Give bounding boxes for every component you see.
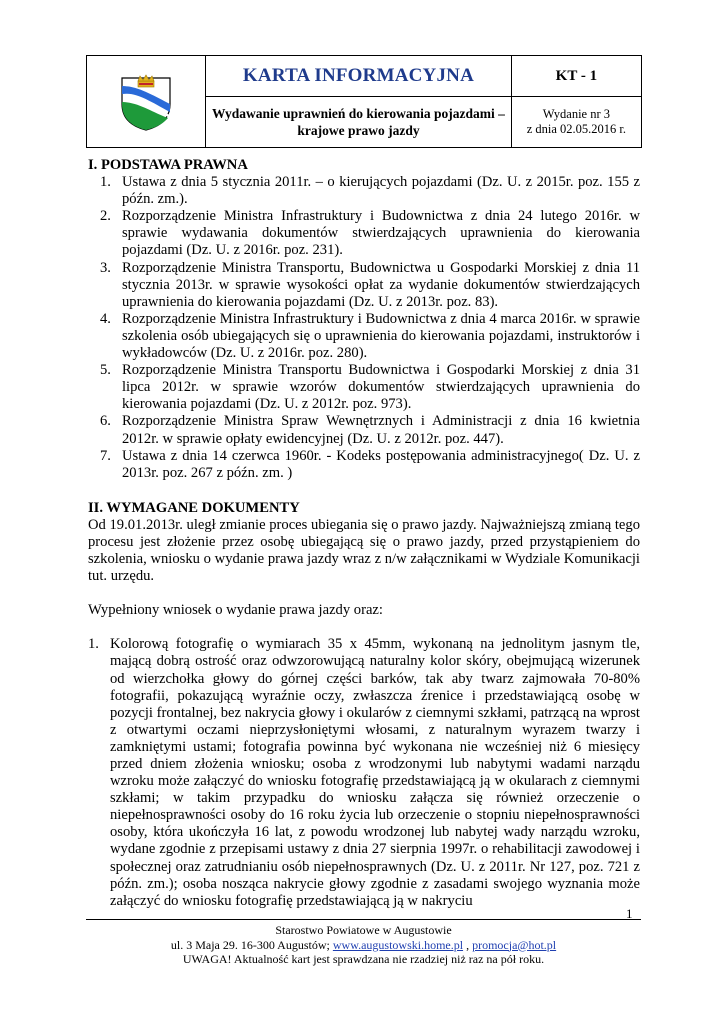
list-item: 7. Ustawa z dnia 14 czerwca 1960r. - Kodeks postępowania administracyjnego( Dz. U. z 2013r. poz. 267 z późn. zm. ) (100, 447, 640, 481)
list-item: 6. Rozporządzenie Ministra Spraw Wewnętrznych i Administracji z dnia 16 kwietnia 2012r. w sprawie opłaty ewidencyjnej (Dz. U. z 2012r. poz. 447). (100, 413, 640, 447)
edition-cell (511, 97, 641, 148)
footer-notice: UWAGA! Aktualność kart jest sprawdzana nie rzadziej niż raz na pół roku. (182, 952, 545, 966)
title-cell (206, 56, 512, 97)
document-body (88, 157, 640, 910)
footer-divider (86, 919, 641, 920)
section-heading-legal-basis: I. PODSTAWA PRAWNA (88, 157, 248, 173)
list-item: 3. Rozporządzenie Ministra Transportu, Budownictwa u Gospodarki Morskiej z dnia 11 stycznia 2013r. w sprawie wysokości opłat za wydanie dokumentów stwierdzających uprawnienia do kierowania pojazdami (Dz. U. z 2013r. poz. 83). (100, 259, 640, 310)
list-item: 4. Rozporządzenie Ministra Infrastruktury i Budownictwa z dnia 4 marca 2016r. w sprawie szkolenia osób ubiegających się o uprawnienia do kierowania pojazdami, instruktorów i wykładowców (Dz. U. z 2016r. poz. 280). (100, 310, 640, 362)
logo-cell (87, 56, 206, 148)
footer-contact-line (86, 938, 641, 953)
county-coat-of-arms-icon (118, 72, 174, 132)
footer-email-link[interactable]: promocja@hot.pl (472, 937, 557, 952)
subtitle-line-1: Wydawanie uprawnień do kierowania pojazdami – (212, 106, 505, 122)
list-item: 1. Kolorową fotografię o wymiarach 35 x 45mm, wykonaną na jednolitym jasnym tle, mającą dobrą ostrość oraz odwzorowującą naturalny kolor skóry, obejmującą wizerunek od wierzchołka głowy do górnej części barków, tak aby twarz zajmowała 70-80% fotografii, pokazującą wyraźnie oczy, zwłaszcza źrenice i przedstawiającą osobę w pozycji frontalnej, bez nakrycia głowy i okularów z ciemnymi szkłami, patrzącą na wprost z otwartymi oczami nieprzysłoniętymi włosami, z naturalnym wyrazem twarzy i zamkniętymi ustami; fotografia powinna być wykonana nie wcześniej niż 6 miesięcy przed dniem złożenia wniosku; osoba z wrodzonymi lub nabytymi wadami narządu wzroku może załączyć do wniosku fotografię przedstawiającą ją w okularach z ciemnymi szkłami; w takim przypadku do wniosku załącza się również orzeczenie o niepełnosprawności osoby do 16 roku życia lub orzeczenie o stopniu niepełnosprawności osoby, która ukończyła 16 lat, z powodu wrodzonej lub nabytej wady narządu wzroku, wydane zgodnie z przepisami ustawy z dnia 27 sierpnia 1997r. o rehabilitacji zawodowej i społecznej oraz zatrudnianiu osób niepełnosprawnych (Dz. U. z 2011r. Nr 127, poz. 721 z późn. zm.); osoba nosząca nakrycie głowy zgodnie z zasadami swojego wyznania może załączyć do wniosku fotografię przedstawiającą ją w nakryciu (88, 636, 640, 909)
code-cell (511, 56, 641, 97)
list-item-text: Kolorową fotografię o wymiarach 35 x 45mm, wykonaną na jednolitym jasnym tle, mającą dobrą ostrość oraz odwzorowującą naturalny kolor skóry, obejmującą wizerunek od wierzchołka głowy do górnej części barków, tak aby twarz zajmowała 70-80% fotografii, pokazującą wyraźnie oczy, zwłaszcza źrenice i przedstawiającą osobę w pozycji frontalnej, bez nakrycia głowy i okularów z ciemnymi szkłami, patrzącą na wprost z otwartymi oczami nieprzysłoniętymi włosami, z naturalnym wyrazem twarzy i zamkniętymi ustami; fotografia powinna być wykonana nie wcześniej niż 6 miesięcy przed dniem złożenia wniosku; osoba z wrodzonymi lub nabytymi wadami narządu wzroku może załączyć do wniosku fotografię przedstawiającą ją w okularach z ciemnymi szkłami; w takim przypadku do wniosku załącza się również orzeczenie o niepełnosprawności osoby do 16 roku życia lub orzeczenie o stopniu niepełnosprawności osoby, która ukończyła 16 lat, z powodu wrodzonej lub nabytej wady narządu wzroku, wydane zgodnie z przepisami ustawy z dnia 27 sierpnia 1997r. o rehabilitacji zawodowej i społecznej oraz zatrudnianiu osób niepełnosprawnych (Dz. U. z 2011r. Nr 127, poz. 721 z późn. zm.); osoba nosząca nakrycie głowy zgodnie z zasadami swojego wyznania może załączyć do wniosku fotografię przedstawiającą ją w nakryciu (110, 636, 640, 909)
edition-date: z dnia 02.05.2016 r. (526, 122, 627, 137)
header-table (86, 55, 642, 148)
subtitle-cell (206, 97, 512, 148)
edition-number: Wydanie nr 3 (542, 107, 611, 122)
list-item: 2. Rozporządzenie Ministra Infrastruktury i Budownictwa z dnia 24 lutego 2016r. w sprawie wydawania dokumentów stwierdzających uprawnienia do kierowania pojazdami (Dz. U. z 2016r. poz. 231). (100, 208, 640, 259)
document-code: KT - 1 (555, 68, 598, 85)
footer-office-name: Starostwo Powiatowe w Augustowie (275, 923, 452, 937)
page-footer (86, 923, 641, 967)
list-item-text: Rozporządzenie Ministra Transportu, Budownictwa u Gospodarki Morskiej z dnia 11 stycznia 2013r. w sprawie wysokości opłat za wydanie dokumentów stwierdzających uprawnienia do kierowania pojazdami (Dz. U. z 2013r. poz. 83). (122, 259, 640, 310)
list-item-text: Rozporządzenie Ministra Infrastruktury i Budownictwa z dnia 24 lutego 2016r. w sprawie wydawania dokumentów stwierdzających uprawnienia do kierowania pojazdami (Dz. U. z 2016r. poz. 231). (122, 208, 640, 259)
section-intro-paragraph: Od 19.01.2013r. uległ zmianie proces ubiegania się o prawo jazdy. Najważniejszą zmianą tego procesu jest złożenie przez osobę ubiegającą się o prawo jazdy, przed przystąpieniem do szkolenia, wniosku o wydanie prawa jazdy wraz z n/w załącznikami w Wydziale Komunikacji tut. urzędu. (88, 516, 640, 585)
list-item: 5. Rozporządzenie Ministra Transportu Budownictwa i Gospodarki Morskiej z dnia 31 lipca 2012r. w sprawie wzorów dokumentów stwierdzających uprawnienia do kierowania pojazdami (Dz. U. z 2012r. poz. 973). (100, 362, 640, 413)
page-number: 1 (626, 906, 633, 921)
footer-website-link[interactable]: www.augustowski.home.pl (332, 937, 464, 952)
document-title: KARTA INFORMACYJNA (242, 65, 475, 87)
required-documents-list (88, 636, 640, 910)
section-heading-required-documents: II. WYMAGANE DOKUMENTY (88, 499, 300, 516)
footer-address: ul. 3 Maja 29. 16-300 Augustów; (170, 937, 333, 952)
legal-basis-list (88, 174, 640, 482)
footer-separator: , (463, 937, 473, 952)
section-lead-paragraph: Wypełniony wniosek o wydanie prawa jazdy oraz: (88, 602, 383, 619)
list-item-text: Rozporządzenie Ministra Transportu Budownictwa i Gospodarki Morskiej z dnia 31 lipca 2012r. w sprawie wzorów dokumentów stwierdzających uprawnienia do kierowania pojazdami (Dz. U. z 2012r. poz. 973). (122, 362, 640, 413)
list-item-text: Ustawa z dnia 5 stycznia 2011r. – o kierujących pojazdami (Dz. U. z 2015r. poz. 155 z późn. zm.). (122, 174, 640, 208)
list-item: 1. Ustawa z dnia 5 stycznia 2011r. – o kierujących pojazdami (Dz. U. z 2015r. poz. 155 z późn. zm.). (100, 174, 640, 208)
subtitle-line-2: krajowe prawo jazdy (297, 123, 420, 139)
list-item-text: Rozporządzenie Ministra Infrastruktury i Budownictwa z dnia 4 marca 2016r. w sprawie szkolenia osób ubiegających się o uprawnienia do kierowania pojazdami, instruktorów i wykładowców (Dz. U. z 2016r. poz. 280). (122, 310, 640, 362)
list-item-text: Rozporządzenie Ministra Spraw Wewnętrznych i Administracji z dnia 16 kwietnia 2012r. w sprawie opłaty ewidencyjnej (Dz. U. z 2012r. poz. 447). (122, 413, 640, 447)
list-item-text: Ustawa z dnia 14 czerwca 1960r. - Kodeks postępowania administracyjnego( Dz. U. z 2013r. poz. 267 z późn. zm. ) (122, 447, 640, 481)
